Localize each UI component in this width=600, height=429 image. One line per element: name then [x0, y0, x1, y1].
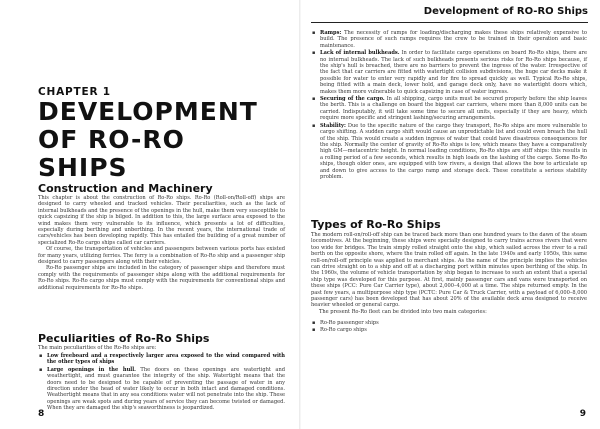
list-item	[311, 96, 587, 122]
list-item-text: Due to the specific nature of the cargo they transport, Ro-Ro ships are more vulnerable to cargo shifting. A sudden cargo shift would cause an unpredictable list and could even breach the hull of the ship. This would create a sudden ingress of water that could have disastrous consequences for the ship. Normally the center of gravity of Ro-Ro ships is low, which means they have a comparatively high GM—metacentric height. In normal loading conditions, Ro-Ro ships are stiff ships: this results in a rolling period of a few seconds, which results in high loads on the lashing of the cargo. Some Ro-Ro ships, though older ones, are equipped with tow rivers, a design that allows the bow to articulate up and down to give access to the cargo ramp and storage deck. These constitute a serious stability problem.	[320, 122, 587, 180]
section-heading-types: Types of Ro-Ro Ships	[311, 218, 441, 231]
list-item-bold: Large openings in the hull.	[47, 366, 136, 373]
page-number-left: 8	[38, 409, 45, 419]
paragraph: Of course, the transportation of vehicles and passengers between various ports has existed for many years, utilizing ferries. The ferry is a combination of Ro-Ro ship and a passenger ship designed to carry passengers along with their vehicles.	[38, 246, 285, 266]
list-item-text: The doors on these openings are watertight and weathertight, and must guarantee the integrity of the ship. Watertight means that the doors need to be designed to be capable of preventing the passage of water in any direction under the head of water likely to occur in both intact and damaged conditions. Weathertight means that in any sea conditions water will not penetrate into the ship. These openings are weak spots and during years of service they can become twisted or damaged. When they are damaged the ship's seaworthiness is jeopardized.	[47, 366, 285, 412]
running-head: Development of RO-RO Ships	[423, 6, 588, 17]
list-item: ▪ Ro-Ro cargo ships	[311, 327, 587, 333]
list-item-text: The necessity of ramps for loading/discharging makes these ships relatively expensive to build. The presence of such ramps requires the crew to be trained in their operation and basic maintenance.	[320, 30, 587, 49]
list-item-text: In all shipping, cargo units must be secured properly before the ship leaves the berth. This is a challenge on board the biggest car carriers, where more than 8,000 units can be carried. Indisputably, it will take some time to secure all units, especially if they are heavy, which require more specific and stringent lashing/securing arrangements.	[320, 96, 587, 122]
right-page	[301, 0, 600, 429]
paragraph: This chapter is about the construction of Ro-Ro ships. Ro-Ro (Roll-on/Roll-off) ships are designed to carry wheeled and tracked vehicles. Their peculiarities, such as the lack of internal bulkheads and the presence of the openings in the hull, make them very susceptible to quick capsizing if the ship is bilged. In addition to this, the large surface area exposed to the wind makes them very vulnerable to its influence, which presents a lot of difficulties, especially during berthing and unberthing. In the recent years, the international trade of cars/vehicles has been developing rapidly. This has entailed the building of a great number of specialized Ro-Ro cargo ships called car carriers.	[38, 195, 285, 246]
peculiarities-list	[38, 353, 285, 413]
peculiarities-intro: The main peculiarities of the Ro-Ro ships are:	[38, 345, 157, 351]
list-item	[311, 30, 587, 49]
section-heading-peculiarities: Peculiarities of Ro-Ro Ships	[38, 332, 210, 345]
chapter-label: CHAPTER 1	[38, 86, 111, 98]
types-body	[311, 232, 587, 315]
peculiarities-list-continued	[311, 30, 587, 181]
list-item	[38, 367, 285, 412]
list-item	[311, 123, 587, 181]
chapter-title: DEVELOPMENT OF RO-RO SHIPS	[38, 97, 258, 182]
list-item-bold: Securing of the cargo.	[320, 96, 385, 103]
list-item: ▪ Ro-Ro passenger ships	[311, 320, 587, 326]
list-item-bold: Low freeboard and a respectively larger area exposed to the wind compared with the other types of ships	[47, 353, 285, 366]
paragraph: The modern roll-on/roll-off ship can be traced back more than one hundred years to the dawn of the steam locomotives. At the beginning, these ships were specially designed to carry trains across rivers that were too wide for bridges. The train simply rolled straight onto the ship, which sailed across the river to a rail berth on the opposite shore, where the train rolled off again. In the late 1940s and early 1950s, this same roll-on/roll-off principle was applied to merchant ships. As the name of the principle implies the vehicles can drive straight on to a ship and off at a discharging port within minutes upon berthing of the ship. In the 1960s, the volume of vehicle transportation by ship began to increase to such an extent that a special ship type was developed for this purpose. At first, mainly passenger cars and vans were transported on these ships (PCC: Pure Car Carrier type), about 2,000–4,000 at a time. The ships returned empty. In the past few years, a multipurpose ship type (PCTC: Pure Car & Truck Carrier, with a payload of 6,000–8,000 passenger cars) has been developed that has about 20% of the available deck area designed to receive heavier wheeled or general cargo.	[311, 232, 587, 309]
list-item-bold: Ramps:	[320, 30, 342, 36]
page-number-right: 9	[579, 409, 586, 419]
paragraph: The present Ro-Ro fleet can be divided into two main categories:	[319, 308, 487, 315]
list-item-bold: Stability:	[320, 122, 346, 129]
list-item	[311, 50, 587, 95]
section-heading-construction: Construction and Machinery	[38, 182, 213, 195]
list-item-bold: Lack of internal bulkheads.	[320, 50, 400, 57]
running-head-rule	[311, 22, 588, 23]
construction-body	[38, 195, 285, 291]
left-page	[0, 0, 299, 429]
list-item-text: In order to facilitate cargo operations on board Ro-Ro ships, there are no internal bulkheads. The lack of such bulkheads presents serious risks for Ro-Ro ships because, if the ship's hull is breached, there are no barriers to prevent the ingress of the water. Irrespective of the fact that car carriers are fitted with watertight collision subdivisions, the huge car decks make it possible for water to enter very rapidly and for fire to spread quickly as well. Typical Ro-Ro ships, being fitted with a main deck, lower hold, and garage deck only, have no watertight doors which, makes them more vulnerable to quick capsizing in case of water ingress.	[320, 50, 587, 95]
list-item	[38, 353, 285, 366]
types-list	[311, 320, 587, 335]
paragraph: Ro-Ro passenger ships are included in the category of passenger ships and therefore must comply with the requirements of passenger ships along with the additional requirements for Ro-Ro ships. Ro-Ro cargo ships must comply with the requirements for conventional ships and additional requirements for Ro-Ro ships.	[38, 265, 285, 291]
